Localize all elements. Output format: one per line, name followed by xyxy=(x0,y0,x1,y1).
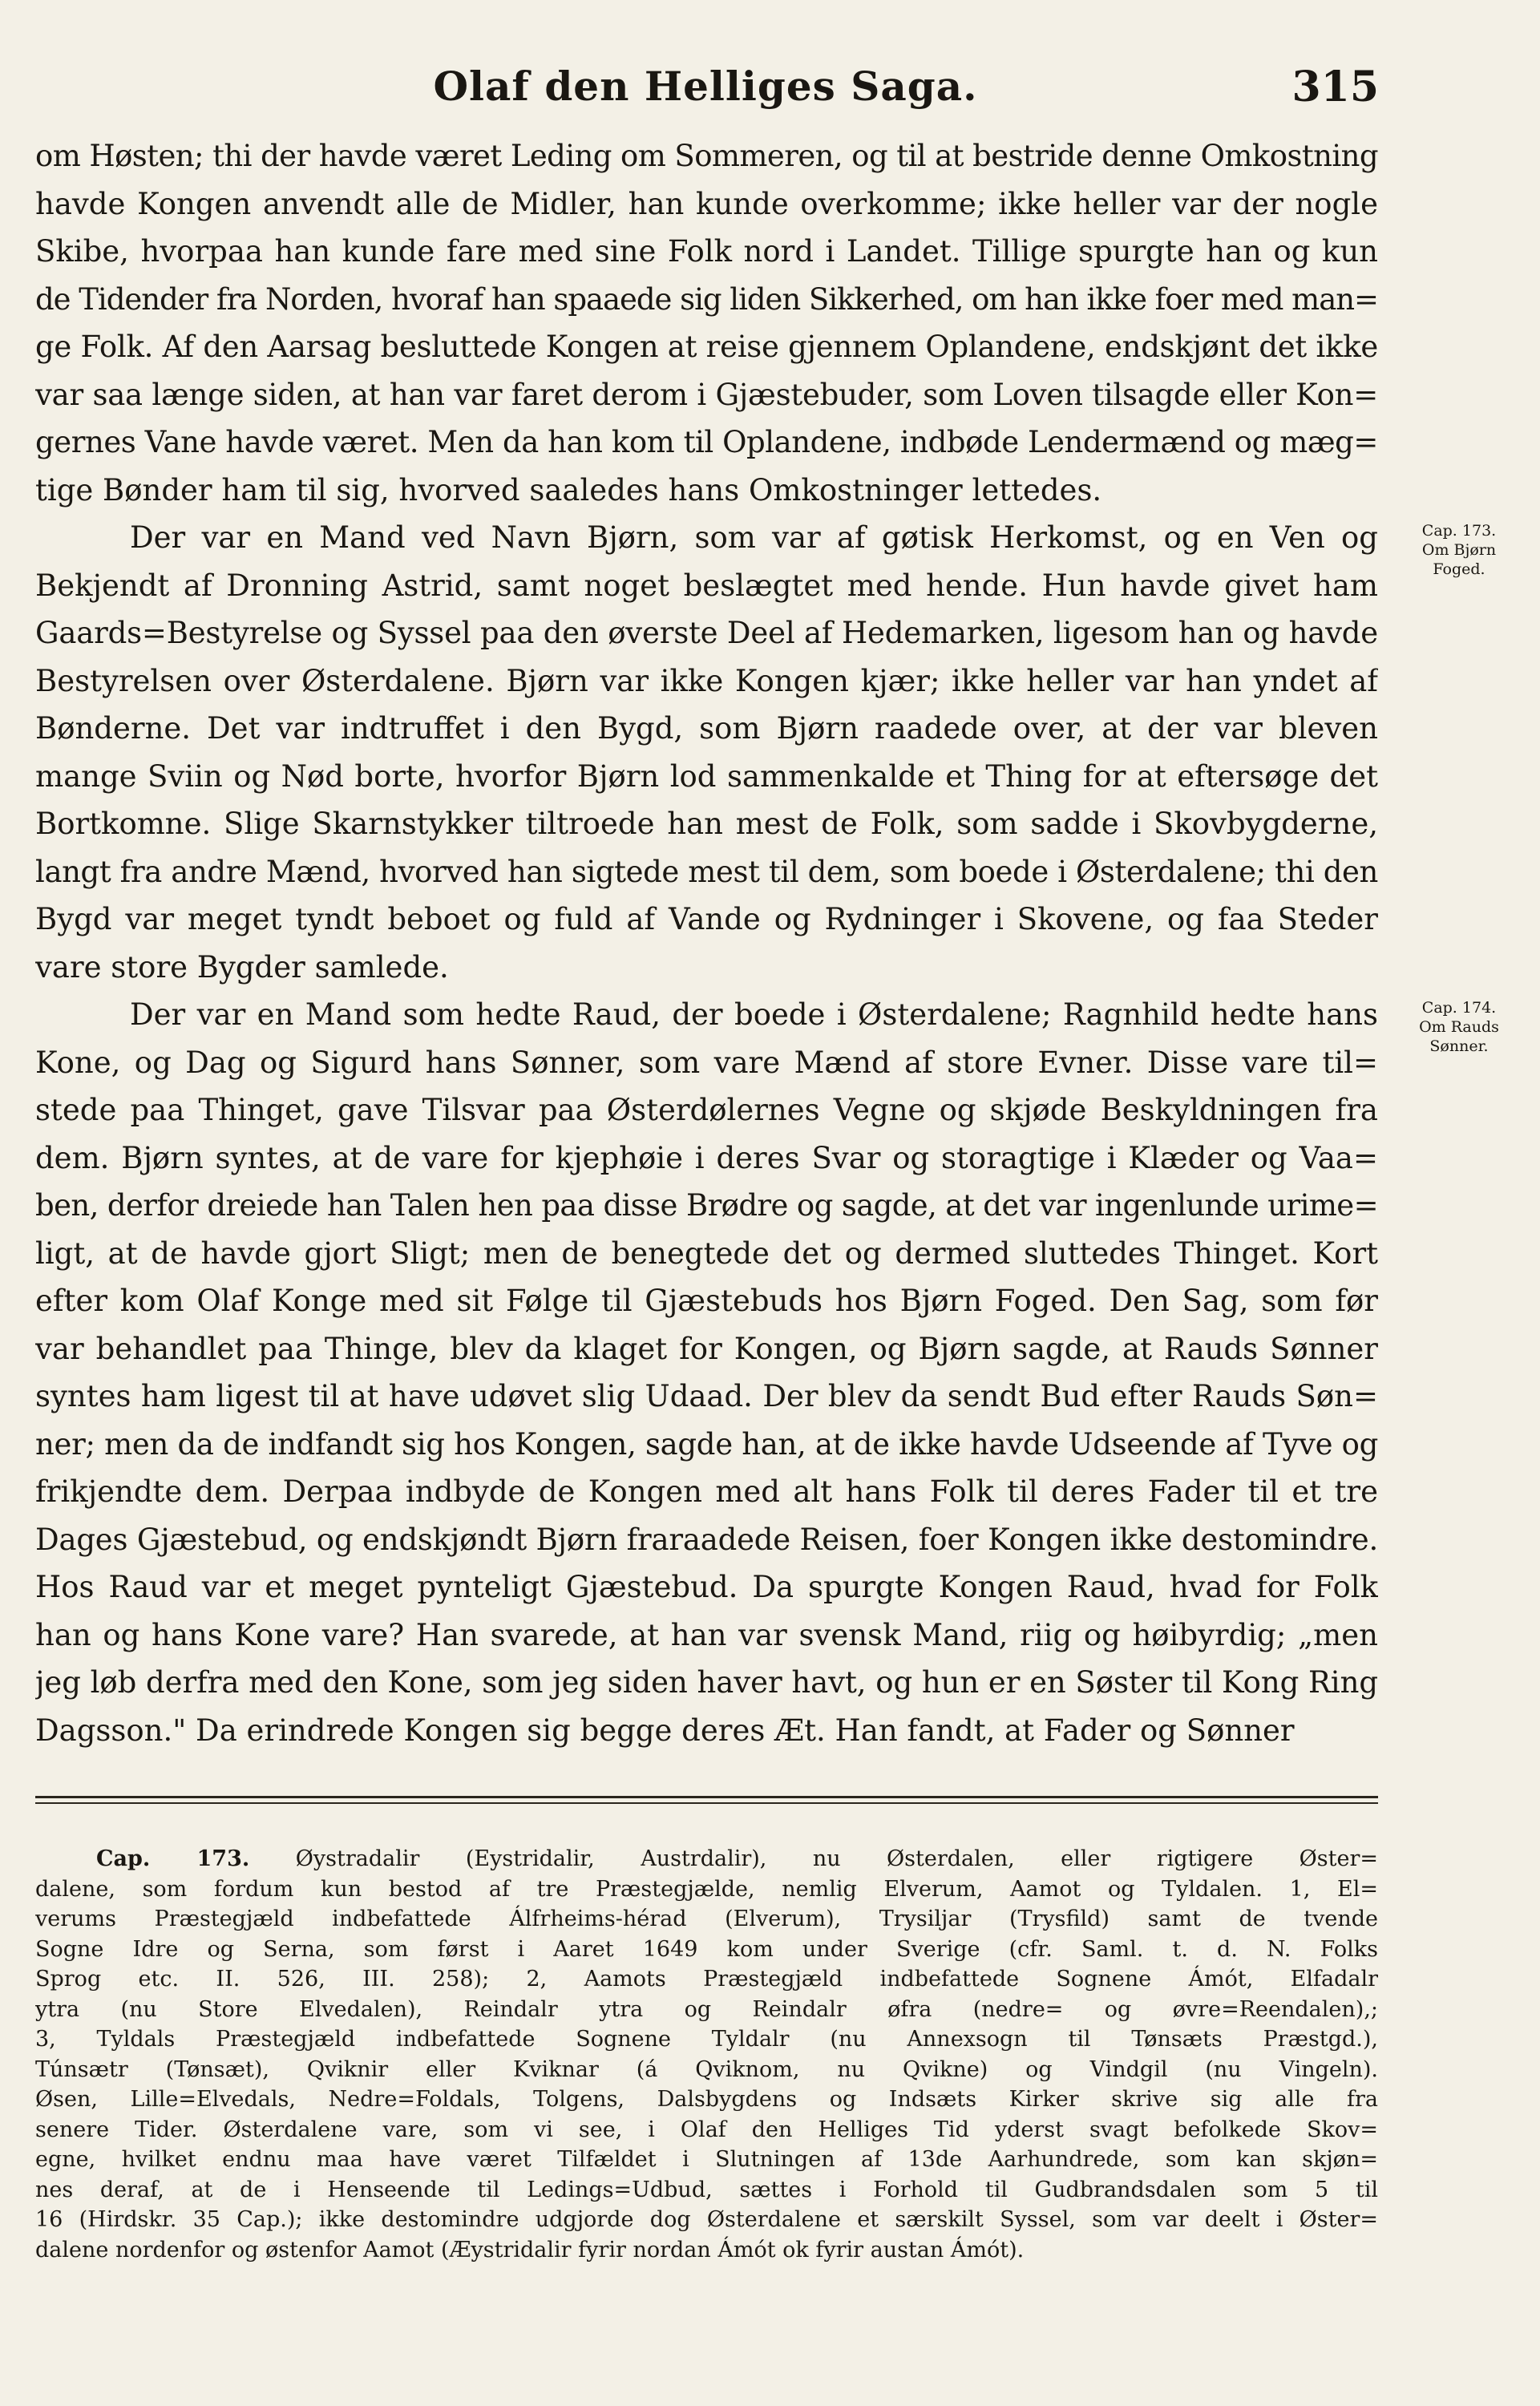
text-line: Hos Raud var et meget pynteligt Gjæstebud. Da spurgte Kongen Raud, hvad for Folk xyxy=(35,1570,1378,1604)
footnote-label: Cap. 173. xyxy=(96,1846,250,1871)
footnote xyxy=(35,1844,1378,2265)
separator-rule xyxy=(35,1796,1378,1798)
text-line: tige Bønder ham til sig, hvorved saaledes hans Omkostninger lettedes. xyxy=(35,472,1102,507)
marginal-line: Sønner. xyxy=(1429,1037,1489,1055)
text-line: Skibe, hvorpaa han kunde fare med sine Folk nord i Landet. Tillige spurgte han og kun xyxy=(35,234,1378,269)
text-line: havde Kongen anvendt alle de Midler, han kunde overkomme; ikke heller var der nogle xyxy=(35,186,1378,221)
marginal-line: Om Bjørn xyxy=(1421,541,1497,559)
footnote-line: verums Præstegjæld indbefattede Álfrheims-hérad (Elverum), Trysiljar (Trysfild) samt de tvende xyxy=(35,1907,1378,1931)
footnote-line: Túnsætr (Tønsæt), Qviknir eller Kviknar (á Qviknom, nu Qvikne) og Vindgil (nu Vingeln). xyxy=(35,2056,1378,2082)
footnote-line: dalene, som fordum kun bestod af tre Præstegjælde, nemlig Elverum, Aamot og Tyldalen. 1, El= xyxy=(35,1876,1378,1902)
text-line: Bygd var meget tyndt beboet og fuld af Vande og Rydninger i Skovene, og faa Steder xyxy=(35,902,1378,936)
footnote-text: Øystradalir (Eystridalir, Austrdalir), nu Østerdalen, eller rigtigere Øster= xyxy=(249,1846,1378,1871)
footnote-line: nes deraf, at de i Henseende til Ledings=Udbud, sættes i Forhold til Gudbrandsdalen som 5 til xyxy=(35,2177,1378,2202)
text-line: var behandlet paa Thinge, blev da klaget for Kongen, og Bjørn sagde, at Rauds Sønner xyxy=(35,1331,1378,1366)
text-line: var saa længe siden, at han var faret derom i Gjæstebuder, som Loven tilsagde eller Kon= xyxy=(35,377,1378,412)
text-line: ben, derfor dreiede han Talen hen paa disse Brødre og sagde, at det var ingenlunde urime= xyxy=(35,1188,1378,1223)
text-line: efter kom Olaf Konge med sit Følge til Gjæstebuds hos Bjørn Foged. Den Sag, som før xyxy=(35,1284,1378,1318)
text-line: Bønderne. Det var indtruffet i den Bygd, som Bjørn raadede over, at der var bleven xyxy=(35,711,1378,746)
text-line: stede paa Thinget, gave Tilsvar paa Østerdølernes Vegne og skjøde Beskyldningen fra xyxy=(35,1093,1378,1127)
text-line: vare store Bygder samlede. xyxy=(35,949,449,985)
text-line: frikjendte dem. Derpaa indbyde de Kongen med alt hans Folk til deres Fader til et tre xyxy=(35,1474,1378,1509)
text-line: de Tidender fra Norden, hvoraf han spaaede sig liden Sikkerhed, om han ikke foer med man= xyxy=(35,281,1378,317)
footnote-separator xyxy=(35,1796,1378,1808)
page-header xyxy=(32,56,1379,120)
text-line: Kone, og Dag og Sigurd hans Sønner, som vare Mænd af store Evner. Disse vare til= xyxy=(35,1045,1378,1080)
text-line: Dages Gjæstebud, og endskjøndt Bjørn fraraadede Reisen, foer Kongen ikke destomindre. xyxy=(35,1522,1378,1557)
text-line: dem. Bjørn syntes, at de vare for kjephøie i deres Svar og storagtige i Klæder og Vaa= xyxy=(35,1140,1378,1175)
text-line: Gaards=Bestyrelse og Syssel paa den øverste Deel af Hedemarken, ligesom han og havde xyxy=(35,616,1378,650)
text-line: Bekjendt af Dronning Astrid, samt noget beslægtet med hende. Hun havde givet ham xyxy=(35,568,1378,603)
footnote-line xyxy=(35,1844,1378,1874)
marginal-line: Foged. xyxy=(1433,560,1485,578)
text-line: gernes Vane havde været. Men da han kom til Oplandene, indbøde Lendermænd og mæg= xyxy=(35,425,1378,459)
footnote-line: ytra (nu Store Elvedalen), Reindalr ytra og Reindalr øfra (nedre= og øvre=Reendalen),; xyxy=(35,1996,1378,2022)
text-line: ligt, at de havde gjort Sligt; men de benegtede det og dermed sluttedes Thinget. Kort xyxy=(35,1235,1378,1271)
text-line: Der var en Mand som hedte Raud, der boede i Østerdalene; Ragnhild hedte hans xyxy=(130,997,1378,1032)
text-line: mange Sviin og Nød borte, hvorfor Bjørn lod sammenkalde et Thing for at eftersøge det xyxy=(35,758,1378,794)
footnote-line: dalene nordenfor og østenfor Aamot (Æystridalir fyrir nordan Ámót ok fyrir austan Ámót). xyxy=(35,2237,1025,2262)
footnote-line: 3, Tyldals Præstegjæld indbefattede Sognene Tyldalr (nu Annexsogn til Tønsæts Præstgd.), xyxy=(35,2027,1378,2052)
footnote-line: Øsen, Lille=Elvedals, Nedre=Foldals, Tolgens, Dalsbygdens og Indsæts Kirker skrive sig alle fra xyxy=(35,2087,1378,2112)
text-line: jeg løb derfra med den Kone, som jeg siden haver havt, og hun er en Søster til Kong Ring xyxy=(35,1665,1378,1700)
footnote-line: senere Tider. Østerdalene vare, som vi see, i Olaf den Helliges Tid yderst svagt befolkede Skov= xyxy=(35,2117,1378,2142)
footnote-line: Sprog etc. II. 526, III. 258); 2, Aamots Præstegjæld indbefattede Sognene Ámót, Elfadalr xyxy=(35,1967,1378,1992)
text-line: Der var en Mand ved Navn Bjørn, som var af gøtisk Herkomst, og en Ven og xyxy=(130,520,1378,555)
marginal-line: Cap. 174. xyxy=(1421,999,1497,1017)
text-line: langt fra andre Mænd, hvorved han sigtede mest til dem, som boede i Østerdalene; thi den xyxy=(35,854,1378,889)
text-line: han og hans Kone vare? Han svarede, at han var svensk Mand, riig og høibyrdig; „men xyxy=(35,1617,1378,1652)
text-line: Bortkomne. Slige Skarnstykker tiltroede han mest de Folk, som sadde i Skovbygderne, xyxy=(35,807,1378,841)
main-text xyxy=(35,132,1378,1754)
text-line: om Høsten; thi der havde været Leding om Sommeren, og til at bestride denne Omkostning xyxy=(35,139,1378,173)
running-title: Olaf den Helliges Saga. xyxy=(433,63,978,110)
separator-rule xyxy=(35,1802,1378,1804)
text-line: syntes ham ligest til at have udøvet slig Udaad. Der blev da sendt Bud efter Rauds Søn= xyxy=(35,1379,1378,1413)
text-line: ge Folk. Af den Aarsag besluttede Kongen at reise gjennem Oplandene, endskjønt det ikke xyxy=(35,330,1378,364)
text-line: Bestyrelsen over Østerdalene. Bjørn var ikke Kongen kjær; ikke heller var han yndet af xyxy=(35,663,1378,698)
marginal-note-cap-174 xyxy=(1391,998,1527,1056)
marginal-note-cap-173 xyxy=(1391,521,1527,579)
footnote-line: 16 (Hirdskr. 35 Cap.); ikke destomindre udgjorde dog Østerdalene et særskilt Syssel, som var deelt i Øster= xyxy=(35,2207,1378,2232)
marginal-line: Om Rauds xyxy=(1419,1018,1499,1036)
text-line: ner; men da de indfandt sig hos Kongen, sagde han, at de ikke havde Udseende af Tyve og xyxy=(35,1426,1378,1462)
marginal-line: Cap. 173. xyxy=(1421,522,1497,540)
page-number: 315 xyxy=(1291,63,1379,111)
footnote-line: egne, hvilket endnu maa have været Tilfældet i Slutningen af 13de Aarhundrede, som kan skjøn= xyxy=(35,2147,1378,2172)
text-line: Dagsson." Da erindrede Kongen sig begge deres Æt. Han fandt, at Fader og Sønner xyxy=(35,1713,1295,1748)
footnote-line: Sogne Idre og Serna, som først i Aaret 1649 kom under Sverige (cfr. Saml. t. d. N. Folks xyxy=(35,1936,1378,1962)
